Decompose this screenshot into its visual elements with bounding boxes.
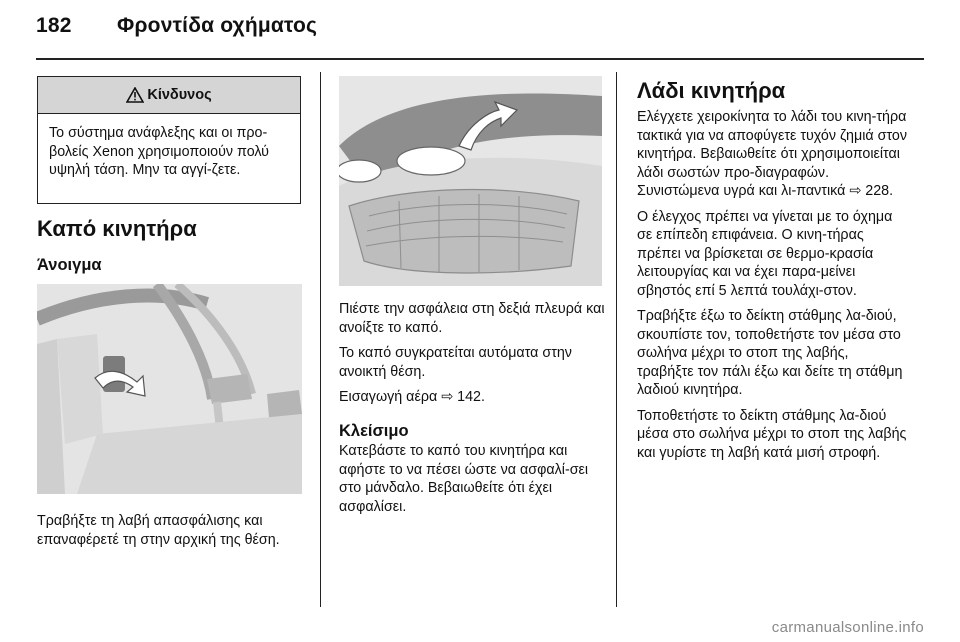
watermark: carmanualsonline.info [771,619,924,636]
engine-oil-para-2: Ο έλεγχος πρέπει να γίνεται με το όχημα σε επίπεδη επιφάνεια. Ο κινη-τήρας πρέπει να βρίσκεται σε θερμο-κρασία λειτουργίας και να έχει παρα-μείνει σβηστός επί 5 λεπτά τουλάχι-στον. [637,208,893,299]
column-divider-2 [616,72,617,607]
page-number: 182 [36,14,72,37]
engine-oil-para-3: Τραβήξτε έξω το δείκτη στάθμης λα-διού, σκουπίστε τον, τοποθετήστε τον μέσα στο σωλήνα μέχρι το στοπ της λαβής, τραβήξτε τον πάλι έξω και δείτε τη στάθμη λαδιού κινητήρα. [637,308,903,398]
page-header [36,14,317,38]
hood-release-figure [37,284,302,494]
danger-box-header [38,77,300,114]
danger-box [37,76,301,204]
opening-title: Άνοιγμα [37,256,102,274]
engine-oil-para-4: Τοποθετήστε το δείκτη στάθμης λα-διού μέσα στο σωλήνα μέχρι το στοπ της λαβής και γυρίστε τη λαβή κατά μισή στροφή. [637,407,907,461]
closing-title: Κλείσιμο [339,422,409,440]
danger-box-text: Το σύστημα ανάφλεξης και οι προ-βολείς Xenon χρησιμοποιούν πολύ υψηλή τάση. Μην τα αγγί-ζετε. [49,125,269,178]
danger-box-title: Κίνδυνος [147,87,212,103]
opening-para-3: Εισαγωγή αέρα ⇨ 142. [339,389,485,405]
engine-oil-title: Λάδι κινητήρα [637,78,786,103]
column-divider-1 [320,72,321,607]
hood-release-lever-illustration [37,284,302,494]
opening-caption-1: Τραβήξτε τη λαβή απασφάλισης και επαναφέρετέ τη στην αρχική της θέση. [37,513,280,548]
header-rule [36,58,924,60]
warning-triangle-icon [126,87,144,103]
opening-text [339,300,605,414]
section-title: Καπό κινητήρα [37,216,197,241]
engine-oil-para-1: Ελέγχετε χειροκίνητα το λάδι του κινη-τήρα τακτικά για να αποφύγετε τυχόν ζημιά στον κινητήρα. Βεβαιωθείτε ότι χρησιμοποιείται λάδι σωστών προ-διαγραφών. Συνιστώμενα υγρά και λι-παντικά ⇨ 228. [637,109,907,199]
closing-text: Κατεβάστε το καπό του κινητήρα και αφήστε το να πέσει ώστε να ασφαλί-σει στο μάνδαλο. Βεβαιωθείτε ότι έχει ασφαλίσει. [339,443,589,515]
opening-para-1: Πιέστε την ασφάλεια στη δεξιά πλευρά και ανοίξτε το καπό. [339,301,605,336]
hood-catch-figure [339,76,602,286]
opening-para-2: Το καπό συγκρατείται αυτόματα στην ανοικτή θέση. [339,345,572,380]
hood-safety-catch-illustration [339,76,602,286]
chapter-title: Φροντίδα οχήματος [117,14,318,37]
engine-oil-text [637,108,909,469]
